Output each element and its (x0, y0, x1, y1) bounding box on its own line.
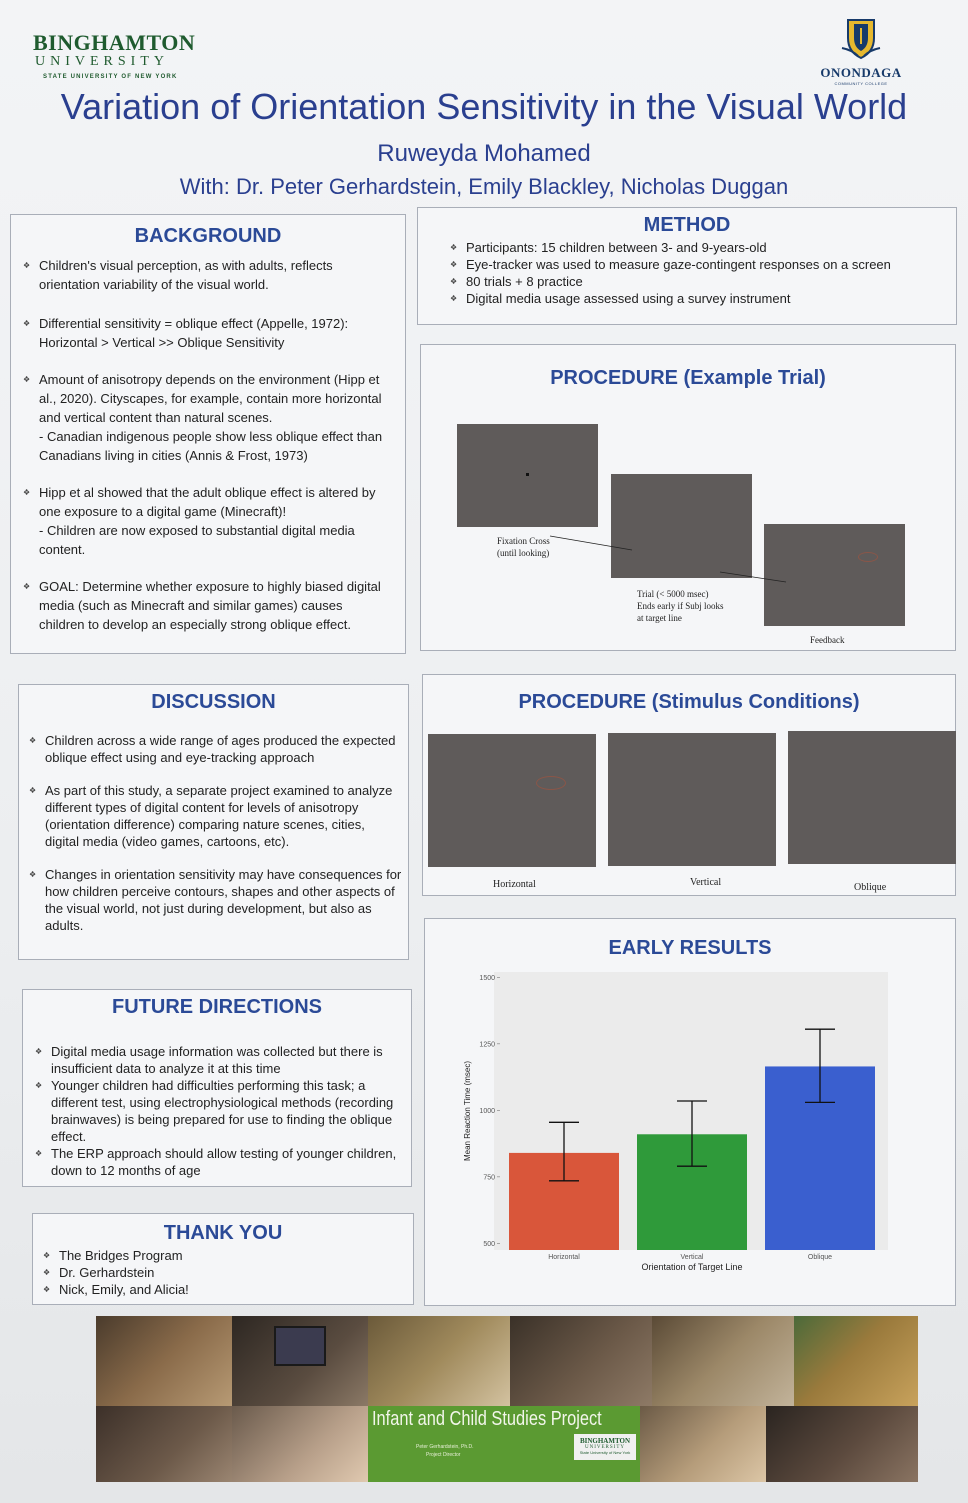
list-item: ❖ Differential sensitivity = oblique effect (Appelle, 1972): Horizontal > Vertical >> Oblique Sensitivity (21, 314, 391, 352)
list-item: ❖ Eye-tracker was used to measure gaze-contingent responses on a screen (448, 256, 942, 273)
results-heading: EARLY RESULTS (608, 937, 772, 959)
vertical-stimulus (608, 733, 776, 866)
binghamton-logo (33, 30, 195, 80)
list-subitem: - Children are now exposed to substantial digital media content. (39, 523, 355, 557)
horizontal-stimulus (428, 734, 596, 867)
list-item: ❖ GOAL: Determine whether exposure to highly biased digital media (such as Minecraft and similar games) causes children to develop an especially strong oblique effect. (21, 577, 391, 634)
banner-title: Infant and Child Studies Project (372, 1408, 602, 1430)
future-list (33, 1043, 405, 1179)
background-heading: BACKGROUND (134, 225, 282, 247)
x-tick-label: Horizontal (548, 1254, 580, 1261)
onondaga-sub: COMMUNITY COLLEGE (834, 81, 888, 86)
procedure-stimulus-heading: PROCEDURE (Stimulus Conditions) (518, 691, 860, 713)
trial-sub2: at target line (637, 613, 682, 623)
logo-line1: BINGHAMTON (33, 30, 196, 55)
logo-line3: STATE UNIVERSITY OF NEW YORK (43, 74, 178, 80)
banner-logo (574, 1434, 636, 1460)
banner-title-tile (368, 1406, 640, 1482)
stimulus-label-vertical: Vertical (690, 877, 722, 888)
oblique-stimulus (788, 731, 956, 864)
method-panel (417, 207, 957, 325)
coauthors: With: Dr. Peter Gerhardstein, Emily Blackley, Nicholas Duggan (179, 174, 789, 199)
stimulus-ring-icon (536, 776, 566, 790)
fixation-caption (497, 535, 550, 559)
photo-tile (232, 1316, 368, 1406)
fixation-cross-icon (526, 473, 529, 476)
y-axis-label: Mean Reaction Time (msec) (463, 1060, 472, 1162)
list-item: ❖ As part of this study, a separate project examined to analyze different types of digital content for levels of anisotropy (orientation difference) comparing nature scenes, cities, digital media (video games, cartoons, etc). (27, 782, 402, 850)
photo-tile (96, 1316, 232, 1406)
method-list (448, 239, 942, 307)
photo-tile (766, 1406, 918, 1482)
list-item: ❖ The ERP approach should allow testing of younger children, down to 12 months of age (33, 1145, 405, 1179)
banner-logo-line1: BINGHAMTON (579, 1437, 631, 1445)
photo-tile (368, 1316, 510, 1406)
logo-line2: UNIVERSITY (35, 54, 169, 69)
background-list (21, 256, 391, 634)
banner-sub2: Project Director (426, 1452, 461, 1458)
list-item: ❖ Amount of anisotropy depends on the environment (Hipp et al., 2020). Cityscapes, for example, contain more horizontal and vertical content than natural scenes. (21, 370, 391, 427)
list-subitem: - Canadian indigenous people show less oblique effect than Canadians living in cities (Annis & Frost, 1973) (39, 429, 383, 463)
trial-arrows (540, 530, 800, 590)
list-item: ❖ Dr. Gerhardstein (41, 1264, 407, 1281)
fixation-sub: (until looking) (497, 548, 550, 558)
y-tick-label: 1250 (479, 1041, 495, 1049)
discussion-heading: DISCUSSION (151, 691, 276, 713)
x-axis-label: Orientation of Target Line (641, 1262, 743, 1272)
y-tick-label: 750 (483, 1174, 495, 1182)
banner-logo-line2: UNIVERSITY (585, 1445, 625, 1450)
thanks-panel (32, 1213, 414, 1305)
thanks-list (41, 1247, 407, 1298)
photo-tile (96, 1406, 232, 1482)
trial-sub1: Ends early if Subj looks (637, 601, 724, 611)
list-item: ❖ Digital media usage information was collected but there is insufficient data to analyze it at this time (33, 1043, 405, 1077)
stimulus-label-horizontal: Horizontal (493, 879, 536, 890)
photo-tile (794, 1316, 918, 1406)
list-item: ❖ Hipp et al showed that the adult oblique effect is altered by one exposure to a digital game (Minecraft)! (21, 483, 391, 521)
thanks-heading: THANK YOU (163, 1222, 283, 1244)
monitor-icon (274, 1326, 326, 1366)
photo-banner (96, 1316, 918, 1482)
fixation-screen (457, 424, 598, 527)
crest-icon (838, 14, 884, 60)
list-item: ❖ Participants: 15 children between 3- and 9-years-old (448, 239, 942, 256)
method-heading: METHOD (643, 214, 731, 236)
x-tick-label: Oblique (807, 1254, 833, 1261)
trial-label: Trial (< 5000 msec) (637, 589, 709, 599)
list-item: ❖ Younger children had difficulties performing this task; a different test, using electrophysiological methods (recording brainwaves) is being prepared for use to finding the oblique effect. (33, 1077, 405, 1145)
feedback-caption: Feedback (810, 635, 845, 645)
y-tick-label: 500 (483, 1240, 495, 1248)
photo-tile (640, 1406, 766, 1482)
results-chart (450, 960, 930, 1280)
list-item: ❖ Nick, Emily, and Alicia! (41, 1281, 407, 1298)
list-item: ❖ Children across a wide range of ages produced the expected oblique effect using and eye-tracking approach (27, 732, 402, 766)
y-tick-label: 1500 (479, 974, 495, 982)
onondaga-logo (806, 14, 916, 86)
list-item: ❖ The Bridges Program (41, 1247, 407, 1264)
photo-tile (232, 1406, 368, 1482)
discussion-list (27, 732, 402, 934)
trial-caption (637, 588, 724, 624)
banner-logo-line3: State University of New York (579, 1450, 631, 1455)
list-item: ❖ Digital media usage assessed using a survey instrument (448, 290, 942, 307)
author: Ruweyda Mohamed (377, 140, 591, 167)
banner-sub1: Peter Gerhardstein, Ph.D. (416, 1444, 474, 1450)
procedure-trial-heading: PROCEDURE (Example Trial) (550, 367, 826, 389)
background-panel (10, 214, 406, 654)
y-tick-label: 1000 (479, 1107, 495, 1115)
list-item: ❖ 80 trials + 8 practice (448, 273, 942, 290)
stimulus-label-oblique: Oblique (854, 882, 887, 893)
onondaga-name: ONONDAGA (820, 65, 902, 80)
photo-tile (510, 1316, 652, 1406)
feedback-ring-icon (858, 552, 878, 562)
future-heading: FUTURE DIRECTIONS (112, 996, 322, 1018)
discussion-panel (18, 684, 409, 960)
list-item: ❖ Changes in orientation sensitivity may have consequences for how children perceive contours, shapes and other aspects of the visual world, not just during development, but also as adults. (27, 866, 402, 934)
fixation-label: Fixation Cross (497, 536, 550, 546)
x-tick-label: Vertical (680, 1254, 704, 1261)
photo-tile (652, 1316, 794, 1406)
poster-title: Variation of Orientation Sensitivity in the Visual World (60, 86, 908, 127)
future-panel (22, 989, 412, 1187)
list-item: ❖ Children's visual perception, as with adults, reflects orientation variability of the visual world. (21, 256, 391, 294)
